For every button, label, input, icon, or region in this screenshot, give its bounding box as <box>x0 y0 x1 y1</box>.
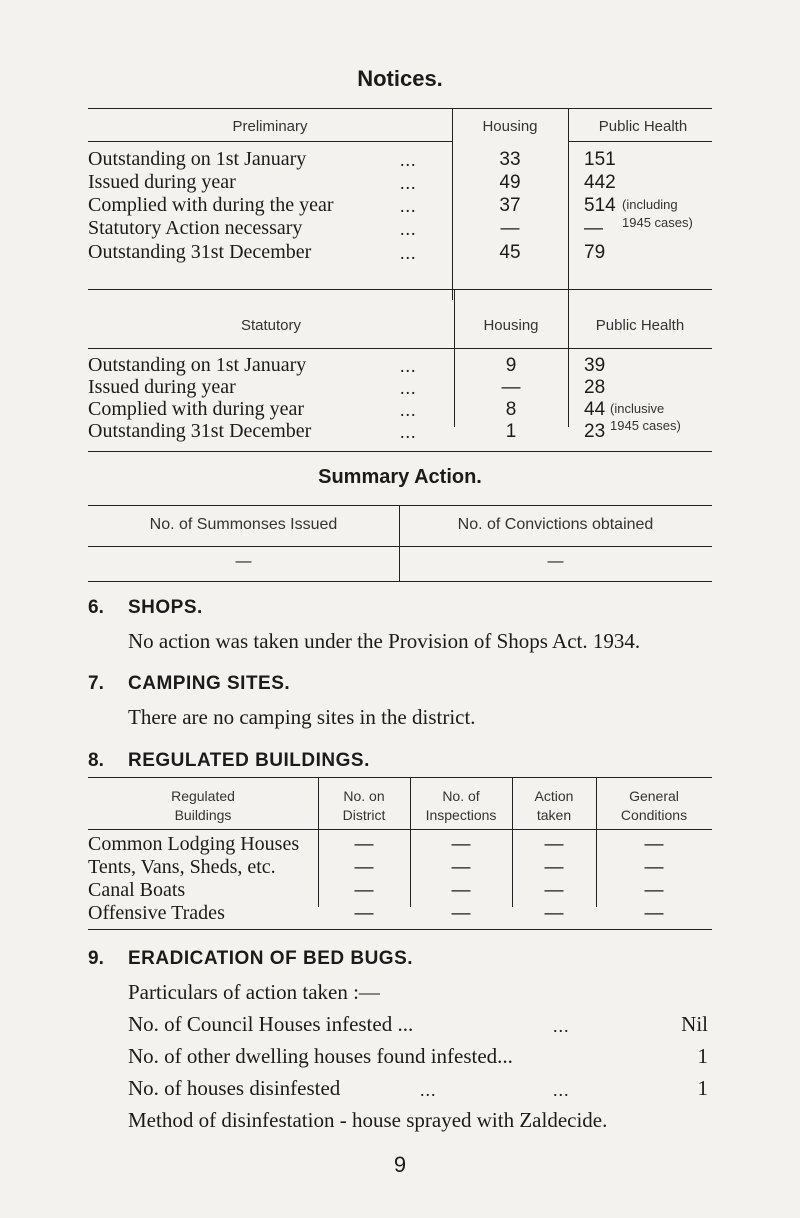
leader-dots: ... <box>400 219 417 239</box>
public-health-value: 23 <box>584 421 606 442</box>
section-text: No action was taken under the Provision of Shops Act. 1934. <box>128 629 641 653</box>
section-title-regulated-buildings: REGULATED BUILDINGS. <box>128 750 370 771</box>
district-value: — <box>354 857 374 878</box>
row-label: Complied with during the year <box>88 194 334 216</box>
header-no-of-inspections <box>410 787 512 825</box>
header-line: General <box>629 788 679 804</box>
leader-dots: ... <box>400 196 417 216</box>
header-public-health: Public Health <box>598 118 688 135</box>
leader-dots: ... <box>420 1080 437 1100</box>
method-text: Method of disinfestation - house sprayed with Zaldecide. <box>128 1108 608 1132</box>
header-action-taken <box>512 787 596 825</box>
header-statutory: Statutory <box>240 317 302 334</box>
row-label: Outstanding on 1st January <box>88 148 307 170</box>
header-preliminary: Preliminary <box>232 118 308 135</box>
leader-dots: ... <box>400 150 417 170</box>
public-health-value: 514 <box>584 195 616 216</box>
row-label: Outstanding 31st December <box>88 420 312 442</box>
inspections-value: — <box>451 880 471 901</box>
leader-dots: ... <box>400 243 417 263</box>
leader-dots: ... <box>553 1080 570 1100</box>
public-health-value: — <box>584 218 603 239</box>
header-line: No. on <box>343 788 385 804</box>
public-health-value: 151 <box>584 149 616 170</box>
section-text: There are no camping sites in the district. <box>128 705 476 729</box>
action-value: — <box>544 903 564 924</box>
section-title-shops: SHOPS. <box>128 597 203 618</box>
header-line: Inspections <box>425 807 497 823</box>
table-bottom-rule <box>88 451 712 452</box>
header-housing: Housing <box>482 118 538 135</box>
action-value: — <box>544 857 564 878</box>
conditions-value: — <box>644 857 664 878</box>
note-text: (including <box>622 197 678 212</box>
item-label: No. of Council Houses infested ... <box>128 1012 414 1036</box>
item-value: 1 <box>697 1044 708 1068</box>
public-health-value: 28 <box>584 377 606 398</box>
summonses-value: — <box>235 553 252 570</box>
leader-dots: ... <box>400 378 417 398</box>
housing-value: 1 <box>505 421 517 442</box>
row-label: Issued during year <box>88 171 236 193</box>
item-label: No. of houses disinfested <box>128 1076 341 1100</box>
row-label: Complied with during year <box>88 398 305 420</box>
item-value: Nil <box>681 1012 708 1036</box>
header-rule <box>88 141 452 142</box>
column-divider <box>568 289 569 427</box>
row-label: Common Lodging Houses <box>88 833 300 855</box>
housing-value: 33 <box>499 149 521 170</box>
page-title: Notices. <box>357 66 443 91</box>
header-line: District <box>342 807 386 823</box>
row-label: Outstanding on 1st January <box>88 354 307 376</box>
table-top-rule <box>88 777 712 778</box>
district-value: — <box>354 903 374 924</box>
header-regulated-buildings <box>88 787 318 825</box>
public-health-value: 39 <box>584 355 606 376</box>
header-public-health: Public Health <box>595 317 685 334</box>
leader-dots: ... <box>553 1016 570 1036</box>
leader-dots: ... <box>400 356 417 376</box>
item-label: No. of other dwelling houses found infested... <box>128 1044 513 1068</box>
conditions-value: — <box>644 880 664 901</box>
section-intro: Particulars of action taken :— <box>128 980 380 1004</box>
table-top-rule <box>88 289 712 290</box>
header-rule <box>88 348 712 349</box>
header-summonses: No. of Summonses Issued <box>149 516 338 533</box>
note-text: 1945 cases) <box>622 215 693 230</box>
conditions-value: — <box>644 834 664 855</box>
action-value: — <box>544 834 564 855</box>
public-health-value: 44 <box>584 399 606 420</box>
housing-value: 45 <box>499 242 521 263</box>
header-rule <box>88 829 712 830</box>
public-health-value: 79 <box>584 242 606 263</box>
table-bottom-rule <box>88 929 712 930</box>
note-text: (inclusive <box>610 401 665 416</box>
section-number: 8. <box>88 750 104 771</box>
leader-dots: ... <box>400 400 417 420</box>
district-value: — <box>354 834 374 855</box>
section-number: 9. <box>88 948 104 969</box>
page-number: 9 <box>393 1152 407 1177</box>
inspections-value: — <box>451 834 471 855</box>
header-line: Action <box>534 788 574 804</box>
leader-dots: ... <box>400 173 417 193</box>
section-number: 7. <box>88 673 104 694</box>
section-title-camping-sites: CAMPING SITES. <box>128 673 291 694</box>
public-health-value: 442 <box>584 172 616 193</box>
summary-title: Summary Action. <box>318 466 482 488</box>
header-line: Regulated <box>171 788 235 804</box>
header-line: No. of <box>442 788 480 804</box>
header-rule <box>568 141 712 142</box>
header-line: Conditions <box>620 807 688 823</box>
housing-value: — <box>501 377 521 398</box>
header-general-conditions <box>596 787 712 825</box>
row-label: Issued during year <box>88 376 236 398</box>
table-top-rule <box>88 505 712 506</box>
housing-value: — <box>500 218 520 239</box>
table-top-rule <box>88 108 712 109</box>
row-label: Outstanding 31st December <box>88 241 312 263</box>
housing-value: 9 <box>505 355 517 376</box>
district-value: — <box>354 880 374 901</box>
convictions-value: — <box>547 553 564 570</box>
conditions-value: — <box>644 903 664 924</box>
header-rule <box>88 546 712 547</box>
row-label: Canal Boats <box>88 879 186 901</box>
row-label: Tents, Vans, Sheds, etc. <box>88 856 276 878</box>
section-title-bed-bugs: ERADICATION OF BED BUGS. <box>128 948 414 969</box>
action-value: — <box>544 880 564 901</box>
note-text: 1945 cases) <box>610 418 681 433</box>
section-number: 6. <box>88 597 104 618</box>
row-label: Statutory Action necessary <box>88 217 303 239</box>
header-no-on-district <box>318 787 410 825</box>
table-bottom-rule <box>88 581 712 582</box>
column-divider <box>568 108 569 300</box>
item-value: 1 <box>697 1076 708 1100</box>
leader-dots: ... <box>400 422 417 442</box>
housing-value: 8 <box>505 399 517 420</box>
row-label: Offensive Trades <box>88 902 225 924</box>
housing-value: 37 <box>499 195 521 216</box>
inspections-value: — <box>451 857 471 878</box>
header-convictions: No. of Convictions obtained <box>457 516 654 533</box>
header-line: Buildings <box>174 807 232 823</box>
header-line: taken <box>536 807 572 823</box>
header-housing: Housing <box>483 317 539 334</box>
housing-value: 49 <box>499 172 521 193</box>
inspections-value: — <box>451 903 471 924</box>
